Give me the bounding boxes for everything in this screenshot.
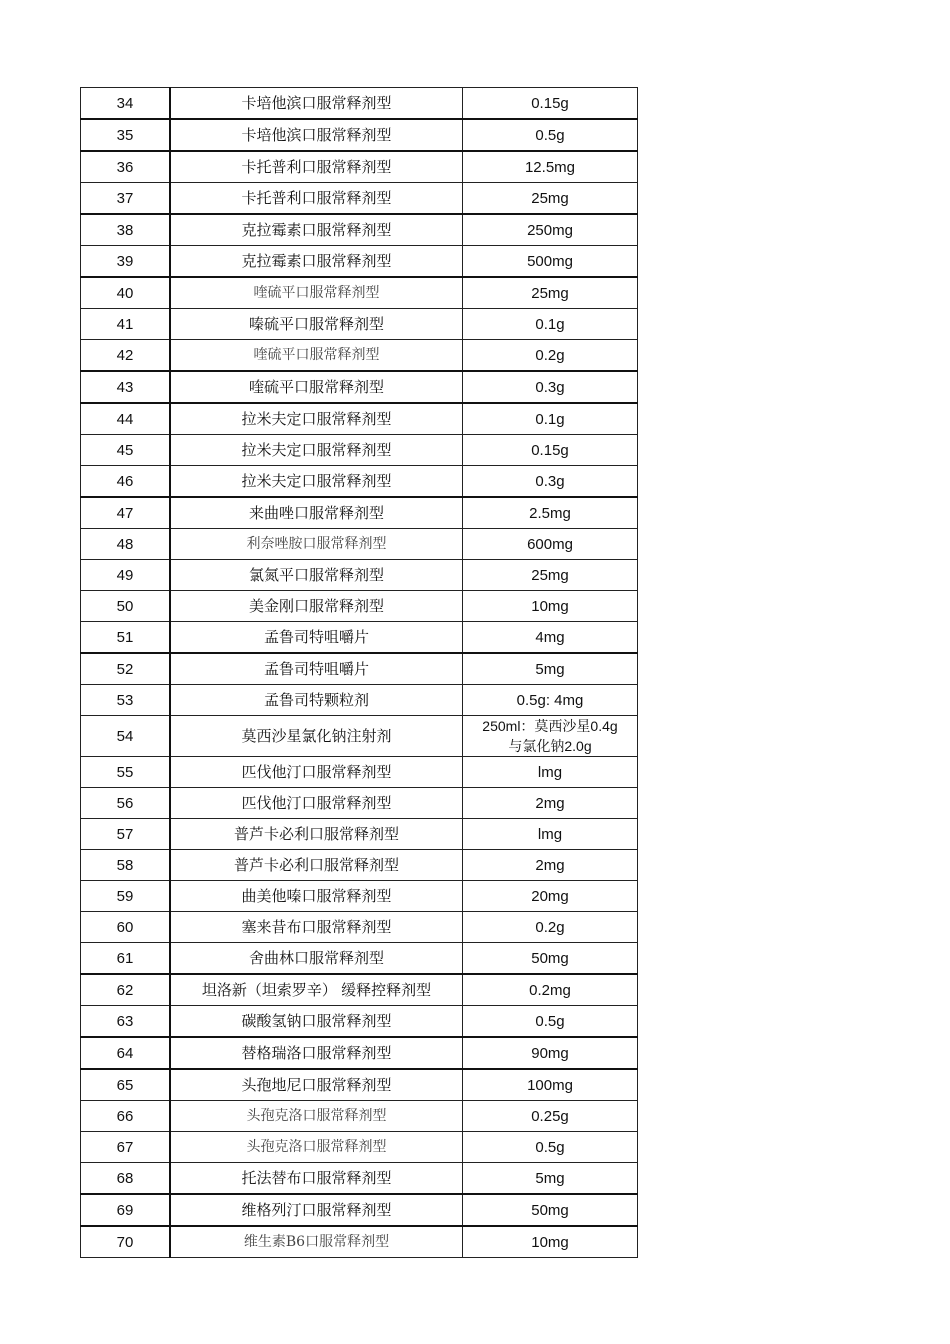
specification-cell: 0.5g: 4mg: [463, 685, 638, 716]
specification-cell: 10mg: [463, 1226, 638, 1258]
specification-cell: 600mg: [463, 529, 638, 560]
drug-name-cell: 拉米夫定口服常释剂型: [170, 466, 463, 498]
row-number-cell: 41: [81, 309, 171, 340]
table-row: [81, 1226, 638, 1258]
drug-name-cell: 克拉霉素口服常释剂型: [170, 246, 463, 278]
specification-cell: 25mg: [463, 277, 638, 309]
specification-cell: 0.15g: [463, 88, 638, 120]
specification-cell: 50mg: [463, 943, 638, 975]
drug-name-cell: 拉米夫定口服常释剂型: [170, 435, 463, 466]
drug-list-table: [80, 87, 638, 1258]
table-row: [81, 560, 638, 591]
table-row: [81, 1069, 638, 1101]
row-number-cell: 56: [81, 788, 171, 819]
drug-name-cell: 孟鲁司特颗粒剂: [170, 685, 463, 716]
row-number-cell: 39: [81, 246, 171, 278]
drug-name-cell: 普芦卡必利口服常释剂型: [170, 850, 463, 881]
specification-cell: 0.25g: [463, 1101, 638, 1132]
row-number-cell: 63: [81, 1006, 171, 1038]
row-number-cell: 44: [81, 403, 171, 435]
table-row: [81, 529, 638, 560]
specification-cell: [463, 716, 638, 757]
row-number-cell: 69: [81, 1194, 171, 1226]
table-row: [81, 466, 638, 498]
drug-name-cell: 头孢克洛口服常释剂型: [170, 1101, 463, 1132]
table-row: [81, 183, 638, 215]
specification-cell: 0.2g: [463, 912, 638, 943]
table-row: [81, 1194, 638, 1226]
specification-cell: 2.5mg: [463, 497, 638, 529]
specification-cell: 500mg: [463, 246, 638, 278]
drug-name-cell: 卡托普利口服常释剂型: [170, 183, 463, 215]
specification-cell: 0.2mg: [463, 974, 638, 1006]
row-number-cell: 38: [81, 214, 171, 246]
drug-name-cell: 托法替布口服常释剂型: [170, 1163, 463, 1195]
drug-name-cell: 匹伐他汀口服常释剂型: [170, 788, 463, 819]
row-number-cell: 46: [81, 466, 171, 498]
table-row: [81, 340, 638, 372]
specification-cell: lmg: [463, 819, 638, 850]
table-row: [81, 943, 638, 975]
drug-name-cell: 坦洛新（坦索罗辛） 缓释控释剂型: [170, 974, 463, 1006]
table-row: [81, 1037, 638, 1069]
table-row: [81, 716, 638, 757]
row-number-cell: 52: [81, 653, 171, 685]
row-number-cell: 48: [81, 529, 171, 560]
row-number-cell: 66: [81, 1101, 171, 1132]
drug-name-cell: 卡培他滨口服常释剂型: [170, 119, 463, 151]
specification-cell: 20mg: [463, 881, 638, 912]
table-row: [81, 1132, 638, 1163]
drug-name-cell: 喹硫平口服常释剂型: [170, 340, 463, 372]
row-number-cell: 59: [81, 881, 171, 912]
specification-cell: 4mg: [463, 622, 638, 654]
row-number-cell: 68: [81, 1163, 171, 1195]
drug-name-cell: 舍曲林口服常释剂型: [170, 943, 463, 975]
specification-cell: 5mg: [463, 1163, 638, 1195]
row-number-cell: 42: [81, 340, 171, 372]
drug-name-cell: 孟鲁司特咀嚼片: [170, 622, 463, 654]
row-number-cell: 34: [81, 88, 171, 120]
drug-name-cell: 头孢地尼口服常释剂型: [170, 1069, 463, 1101]
table-row: [81, 214, 638, 246]
drug-name-cell: 匹伐他汀口服常释剂型: [170, 757, 463, 788]
table-row: [81, 622, 638, 654]
specification-cell: 0.5g: [463, 1006, 638, 1038]
table-body: [81, 88, 638, 1258]
row-number-cell: 60: [81, 912, 171, 943]
drug-name-cell: 维生素B6口服常释剂型: [170, 1226, 463, 1258]
specification-cell: 0.1g: [463, 403, 638, 435]
row-number-cell: 36: [81, 151, 171, 183]
table-row: [81, 1163, 638, 1195]
specification-cell: 5mg: [463, 653, 638, 685]
specification-cell: 25mg: [463, 560, 638, 591]
table-row: [81, 371, 638, 403]
specification-cell: 0.3g: [463, 466, 638, 498]
specification-cell: 12.5mg: [463, 151, 638, 183]
table-row: [81, 819, 638, 850]
specification-cell: 0.5g: [463, 1132, 638, 1163]
drug-name-cell: 曲美他嗪口服常释剂型: [170, 881, 463, 912]
table-row: [81, 591, 638, 622]
drug-name-cell: 替格瑞洛口服常释剂型: [170, 1037, 463, 1069]
drug-name-cell: 拉米夫定口服常释剂型: [170, 403, 463, 435]
specification-cell: 2mg: [463, 850, 638, 881]
drug-name-cell: 喹硫平口服常释剂型: [170, 277, 463, 309]
row-number-cell: 40: [81, 277, 171, 309]
row-number-cell: 43: [81, 371, 171, 403]
table-row: [81, 246, 638, 278]
table-row: [81, 277, 638, 309]
specification-line-2: 与氯化钠2.0g: [508, 738, 592, 754]
specification-cell: 0.3g: [463, 371, 638, 403]
table-row: [81, 788, 638, 819]
row-number-cell: 62: [81, 974, 171, 1006]
row-number-cell: 49: [81, 560, 171, 591]
drug-name-cell: 克拉霉素口服常释剂型: [170, 214, 463, 246]
specification-cell: 90mg: [463, 1037, 638, 1069]
drug-name-cell: 来曲唑口服常释剂型: [170, 497, 463, 529]
table-row: [81, 309, 638, 340]
row-number-cell: 55: [81, 757, 171, 788]
drug-name-cell: 嗪硫平口服常释剂型: [170, 309, 463, 340]
table-row: [81, 974, 638, 1006]
specification-cell: 10mg: [463, 591, 638, 622]
drug-name-cell: 维格列汀口服常释剂型: [170, 1194, 463, 1226]
drug-name-cell: 孟鲁司特咀嚼片: [170, 653, 463, 685]
table-row: [81, 119, 638, 151]
row-number-cell: 57: [81, 819, 171, 850]
row-number-cell: 65: [81, 1069, 171, 1101]
table-row: [81, 1006, 638, 1038]
specification-cell: 100mg: [463, 1069, 638, 1101]
table-row: [81, 850, 638, 881]
drug-name-cell: 莫西沙星氯化钠注射剂: [170, 716, 463, 757]
row-number-cell: 54: [81, 716, 171, 757]
row-number-cell: 37: [81, 183, 171, 215]
row-number-cell: 35: [81, 119, 171, 151]
specification-cell: 25mg: [463, 183, 638, 215]
drug-name-cell: 喹硫平口服常释剂型: [170, 371, 463, 403]
specification-line-1: 250ml：莫西沙星0.4g: [482, 718, 618, 734]
table-row: [81, 497, 638, 529]
row-number-cell: 45: [81, 435, 171, 466]
table-row: [81, 151, 638, 183]
table-row: [81, 912, 638, 943]
specification-cell: 0.15g: [463, 435, 638, 466]
table-row: [81, 435, 638, 466]
table-row: [81, 653, 638, 685]
row-number-cell: 50: [81, 591, 171, 622]
drug-name-cell: 碳酸氢钠口服常释剂型: [170, 1006, 463, 1038]
specification-cell: 250mg: [463, 214, 638, 246]
specification-cell: 2mg: [463, 788, 638, 819]
table-row: [81, 88, 638, 120]
drug-name-cell: 卡培他滨口服常释剂型: [170, 88, 463, 120]
table-row: [81, 757, 638, 788]
row-number-cell: 61: [81, 943, 171, 975]
specification-cell: 0.1g: [463, 309, 638, 340]
drug-name-cell: 氯氮平口服常释剂型: [170, 560, 463, 591]
table-row: [81, 685, 638, 716]
row-number-cell: 51: [81, 622, 171, 654]
row-number-cell: 64: [81, 1037, 171, 1069]
specification-cell: lmg: [463, 757, 638, 788]
drug-name-cell: 美金刚口服常释剂型: [170, 591, 463, 622]
specification-cell: 0.5g: [463, 119, 638, 151]
drug-name-cell: 卡托普利口服常释剂型: [170, 151, 463, 183]
table-row: [81, 1101, 638, 1132]
row-number-cell: 70: [81, 1226, 171, 1258]
table-row: [81, 881, 638, 912]
row-number-cell: 58: [81, 850, 171, 881]
drug-name-cell: 普芦卡必利口服常释剂型: [170, 819, 463, 850]
specification-cell: 0.2g: [463, 340, 638, 372]
drug-name-cell: 塞来昔布口服常释剂型: [170, 912, 463, 943]
drug-name-cell: 利奈唑胺口服常释剂型: [170, 529, 463, 560]
drug-name-cell: 头孢克洛口服常释剂型: [170, 1132, 463, 1163]
row-number-cell: 47: [81, 497, 171, 529]
row-number-cell: 67: [81, 1132, 171, 1163]
specification-cell: 50mg: [463, 1194, 638, 1226]
row-number-cell: 53: [81, 685, 171, 716]
table-row: [81, 403, 638, 435]
